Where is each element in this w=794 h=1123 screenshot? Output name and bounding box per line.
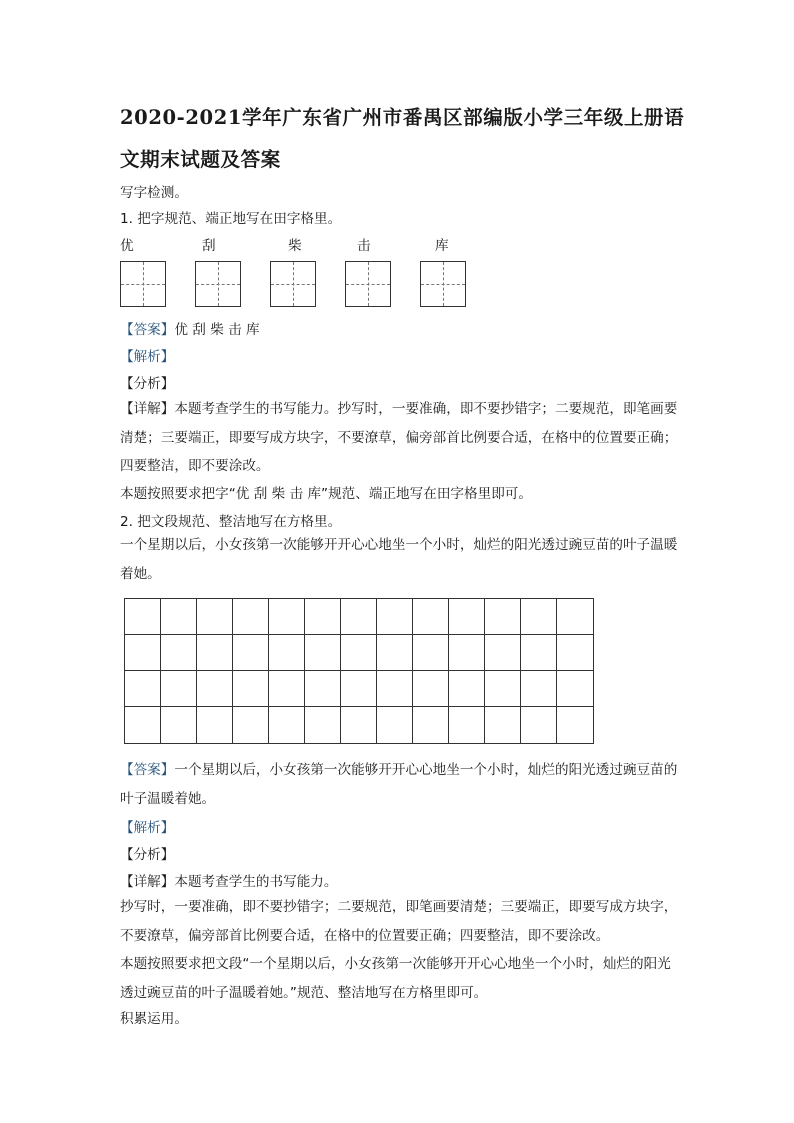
char-label: 击 xyxy=(357,238,371,254)
question-2-passage: 一个星期以后，小女孩第一次能够开开心心地坐一个小时，灿烂的阳光透过豌豆苗的叶子温暖着她。 xyxy=(120,537,678,582)
xiangjie-tag: 【详解】 xyxy=(120,401,175,417)
char-label: 柴 xyxy=(288,238,302,254)
tianzige-box xyxy=(420,261,466,307)
xiangjie-text: 本题考查学生的书写能力。抄写时，一要准确，即不要抄错字；二要规范，即笔画要清楚；三要端正，即要写成方块字，不要潦草，偏旁部首比例要合适，在格中的位置要正确；四要整洁，即不要涂改。 xyxy=(120,401,678,474)
xiangjie-tag: 【详解】 xyxy=(120,874,175,890)
char-label: 刮 xyxy=(202,238,216,254)
answer-text: 优 刮 柴 击 库 xyxy=(174,322,260,338)
char-label: 库 xyxy=(435,238,449,254)
char-label: 优 xyxy=(120,238,134,254)
answer-tag: 【答案】 xyxy=(120,322,175,338)
detail-explanation-2: 抄写时，一要准确，即不要抄错字；二要规范，即笔画要清楚；三要端正，即要写成方块字，不要潦草，偏旁部首比例要合适，在格中的位置要正确；四要整洁，即不要涂改。 xyxy=(120,899,678,944)
jiexi-tag: 【解析】 xyxy=(120,349,175,365)
fenxi-tag: 【分析】 xyxy=(120,376,175,392)
detail-explanation-1 xyxy=(120,395,680,481)
answer-line-1 xyxy=(120,318,260,338)
document-title: 2020-2021学年广东省广州市番禺区部编版小学三年级上册语文期末试题及答案 xyxy=(120,106,685,171)
tianzige-box xyxy=(120,261,166,307)
question-2-prompt: 2. 把文段规范、整洁地写在方格里。 xyxy=(120,514,342,530)
answer-text: 一个星期以后，小女孩第一次能够开开心心地坐一个小时，灿烂的阳光透过豌豆苗的叶子温暖着她。 xyxy=(120,762,678,807)
question-1-prompt: 1. 把字规范、端正地写在田字格里。 xyxy=(120,211,342,227)
tianzige-box xyxy=(345,261,391,307)
tianzige-box xyxy=(270,261,316,307)
answer-tag: 【答案】 xyxy=(120,762,175,778)
note-1: 本题按照要求把字“优 刮 柴 击 库”规范、端正地写在田字格里即可。 xyxy=(120,486,532,502)
fenxi-tag: 【分析】 xyxy=(120,847,175,863)
answer-line-2 xyxy=(120,756,680,813)
section-heading-accumulation: 积累运用。 xyxy=(120,1011,188,1027)
xiangjie-line-2 xyxy=(120,870,338,890)
writing-grid xyxy=(124,598,594,744)
note-2: 本题按照要求把文段“一个星期以后，小女孩第一次能够开开心心地坐一个小时，灿烂的阳光透过豌豆苗的叶子温暖着她。”规范、整洁地写在方格里即可。 xyxy=(120,956,671,1001)
section-heading-writing: 写字检测。 xyxy=(120,185,188,201)
xiangjie-text: 本题考查学生的书写能力。 xyxy=(174,874,338,890)
jiexi-tag: 【解析】 xyxy=(120,820,175,836)
tianzige-box xyxy=(195,261,241,307)
